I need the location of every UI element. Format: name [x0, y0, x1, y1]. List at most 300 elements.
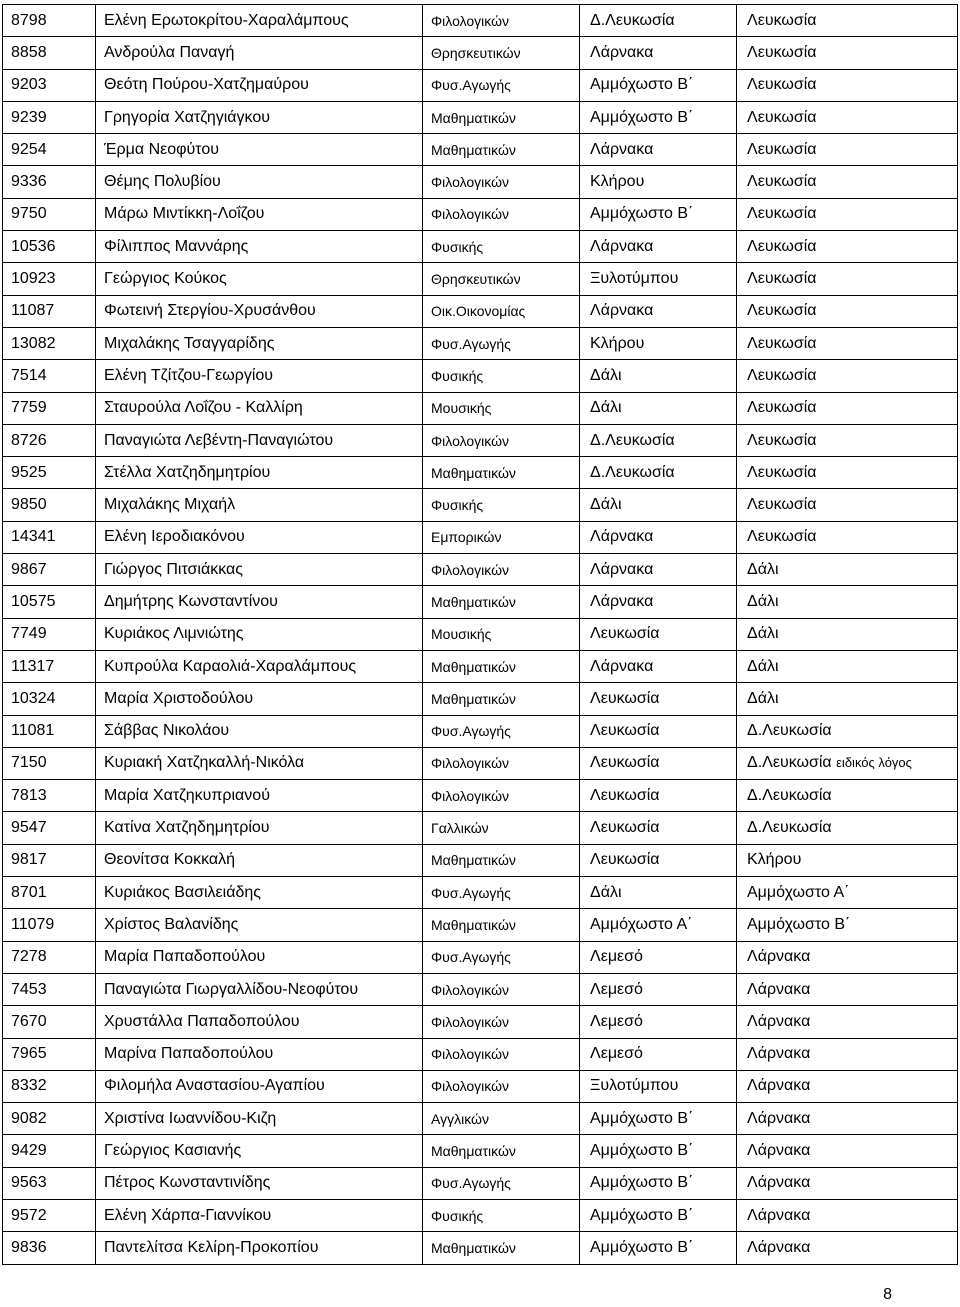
teacher-name-cell — [96, 812, 423, 844]
teacher-code-text: 8798 — [11, 11, 47, 29]
teacher-code-cell — [3, 198, 96, 230]
from-district-cell — [580, 392, 737, 424]
to-district-text: Λευκωσία — [747, 237, 817, 255]
teacher-name-cell — [96, 1006, 423, 1038]
from-district-cell — [580, 263, 737, 295]
from-district-cell — [580, 877, 737, 909]
teacher-name-cell — [96, 295, 423, 327]
teacher-code-cell — [3, 101, 96, 133]
from-district-cell — [580, 5, 737, 37]
teacher-name-cell — [96, 1167, 423, 1199]
to-district-text: Λάρνακα — [747, 980, 811, 998]
from-district-cell — [580, 360, 737, 392]
teacher-code-text: 9525 — [11, 463, 47, 481]
teacher-code-text: 7453 — [11, 980, 47, 998]
from-district-cell — [580, 1135, 737, 1167]
table-row — [3, 1103, 958, 1135]
to-district-cell — [737, 780, 958, 812]
teacher-code-text: 11317 — [11, 657, 55, 675]
teacher-code-cell — [3, 360, 96, 392]
to-district-text: Λευκωσία — [747, 334, 817, 352]
table-row — [3, 37, 958, 69]
teacher-code-cell — [3, 747, 96, 779]
teacher-code-cell — [3, 650, 96, 682]
teacher-code-cell — [3, 231, 96, 263]
teacher-code-cell — [3, 134, 96, 166]
teacher-name-cell — [96, 69, 423, 101]
to-district-text: Λευκωσία — [747, 399, 817, 417]
table-row — [3, 1038, 958, 1070]
teacher-code-text: 11087 — [11, 302, 55, 320]
teacher-code-text: 7749 — [11, 625, 47, 643]
to-district-text: Λευκωσία — [747, 43, 817, 61]
to-district-text: Λάρνακα — [747, 1142, 811, 1160]
specialty-text: Μαθηματικών — [431, 464, 516, 481]
specialty-text: Φυσικής — [431, 238, 484, 255]
from-district-text: Αμμόχωστο Β΄ — [590, 76, 694, 94]
teacher-name-text: Γεώργιος Κασιανής — [104, 1142, 242, 1160]
to-district-text: Δάλι — [747, 689, 779, 707]
from-district-cell — [580, 1070, 737, 1102]
teacher-code-cell — [3, 1135, 96, 1167]
from-district-text: Λάρνακα — [590, 592, 654, 610]
from-district-cell — [580, 780, 737, 812]
to-district-cell — [737, 941, 958, 973]
table-row — [3, 1199, 958, 1231]
teacher-name-cell — [96, 877, 423, 909]
to-district-text: Δάλι — [747, 625, 779, 643]
teacher-code-cell — [3, 586, 96, 618]
from-district-cell — [580, 457, 737, 489]
specialty-text: Μαθηματικών — [431, 916, 516, 933]
to-district-text: Λάρνακα — [747, 1012, 811, 1030]
specialty-cell — [423, 231, 580, 263]
teacher-name-cell — [96, 973, 423, 1005]
from-district-cell — [580, 586, 737, 618]
teacher-code-cell — [3, 1103, 96, 1135]
specialty-cell — [423, 489, 580, 521]
to-district-text: Λάρνακα — [747, 1174, 811, 1192]
specialty-cell — [423, 101, 580, 133]
to-district-cell — [737, 166, 958, 198]
teacher-name-cell — [96, 554, 423, 586]
to-district-text: Λάρνακα — [747, 1077, 811, 1095]
teacher-name-cell — [96, 1038, 423, 1070]
teacher-code-cell — [3, 392, 96, 424]
teacher-name-cell — [96, 844, 423, 876]
table-row — [3, 715, 958, 747]
table-row — [3, 360, 958, 392]
from-district-cell — [580, 521, 737, 553]
specialty-cell — [423, 1135, 580, 1167]
to-district-text: Λευκωσία — [747, 140, 817, 158]
from-district-cell — [580, 1006, 737, 1038]
from-district-cell — [580, 37, 737, 69]
table-row — [3, 554, 958, 586]
from-district-cell — [580, 1038, 737, 1070]
table-row — [3, 780, 958, 812]
teacher-code-text: 9082 — [11, 1109, 47, 1127]
specialty-cell — [423, 554, 580, 586]
from-district-text: Αμμόχωστο Β΄ — [590, 1206, 694, 1224]
specialty-text: Μαθηματικών — [431, 109, 516, 126]
to-district-cell — [737, 844, 958, 876]
page-number: 8 — [883, 1286, 892, 1303]
teacher-name-text: Φωτεινή Στεργίου-Χρυσάνθου — [104, 302, 316, 320]
teacher-code-cell — [3, 812, 96, 844]
from-district-text: Δάλι — [590, 496, 622, 514]
to-district-cell — [737, 1070, 958, 1102]
teacher-code-cell — [3, 683, 96, 715]
from-district-text: Ξυλοτύμπου — [590, 270, 679, 288]
teacher-code-text: 8701 — [11, 883, 47, 901]
to-district-cell — [737, 1167, 958, 1199]
teacher-code-cell — [3, 424, 96, 456]
teacher-code-text: 9239 — [11, 108, 47, 126]
teacher-name-cell — [96, 683, 423, 715]
teacher-name-cell — [96, 231, 423, 263]
teacher-name-text: Μαρία Παπαδοπούλου — [104, 948, 266, 966]
table-row — [3, 844, 958, 876]
to-district-text: Κλήρου — [747, 851, 802, 869]
teacher-name-text: Θέμης Πολυβίου — [104, 173, 221, 191]
specialty-cell — [423, 747, 580, 779]
to-district-cell — [737, 134, 958, 166]
specialty-text: Μαθηματικών — [431, 658, 516, 675]
from-district-cell — [580, 166, 737, 198]
specialty-cell — [423, 1199, 580, 1231]
specialty-cell — [423, 973, 580, 1005]
specialty-text: Φυσικής — [431, 497, 484, 514]
to-district-cell — [737, 424, 958, 456]
from-district-text: Λάρνακα — [590, 237, 654, 255]
to-district-cell — [737, 1006, 958, 1038]
to-district-cell — [737, 1038, 958, 1070]
from-district-text: Αμμόχωστο Β΄ — [590, 1109, 694, 1127]
table-row — [3, 263, 958, 295]
specialty-cell — [423, 909, 580, 941]
teacher-code-text: 10575 — [11, 592, 56, 610]
teacher-code-text: 9572 — [11, 1206, 47, 1224]
from-district-text: Λευκωσία — [590, 754, 660, 772]
teacher-name-text: Μιχαλάκης Τσαγγαρίδης — [104, 334, 275, 352]
teacher-code-cell — [3, 489, 96, 521]
teacher-name-cell — [96, 166, 423, 198]
teacher-code-cell — [3, 844, 96, 876]
specialty-cell — [423, 941, 580, 973]
to-district-cell — [737, 877, 958, 909]
to-district-cell — [737, 37, 958, 69]
teacher-code-cell — [3, 263, 96, 295]
teacher-name-cell — [96, 134, 423, 166]
teacher-name-cell — [96, 263, 423, 295]
from-district-cell — [580, 941, 737, 973]
from-district-cell — [580, 198, 737, 230]
to-district-cell — [737, 327, 958, 359]
specialty-cell — [423, 1167, 580, 1199]
teacher-name-text: Κυριάκος Λιμνιώτης — [104, 625, 244, 643]
specialty-text: Φιλολογικών — [431, 787, 510, 804]
to-district-text: Λευκωσία — [747, 302, 817, 320]
to-district-cell — [737, 5, 958, 37]
teacher-name-text: Πέτρος Κωνσταντινίδης — [104, 1174, 271, 1192]
from-district-text: Λάρνακα — [590, 302, 654, 320]
teacher-name-text: Στέλλα Χατζηδημητρίου — [104, 463, 271, 481]
specialty-text: Μουσικής — [431, 400, 492, 417]
from-district-cell — [580, 327, 737, 359]
to-district-text: Δ.Λευκωσία — [747, 754, 832, 772]
to-district-text: Δ.Λευκωσία — [747, 819, 832, 837]
from-district-text: Κλήρου — [590, 334, 645, 352]
teacher-name-cell — [96, 198, 423, 230]
specialty-cell — [423, 392, 580, 424]
specialty-cell — [423, 715, 580, 747]
from-district-text: Λεμεσό — [590, 948, 643, 966]
to-district-text: Λάρνακα — [747, 1206, 811, 1224]
table-row — [3, 424, 958, 456]
specialty-cell — [423, 424, 580, 456]
specialty-text: Αγγλικών — [431, 1110, 489, 1127]
to-district-cell — [737, 198, 958, 230]
specialty-cell — [423, 586, 580, 618]
teacher-name-cell — [96, 747, 423, 779]
transfers-table-body — [3, 5, 958, 1265]
from-district-cell — [580, 683, 737, 715]
to-district-cell — [737, 295, 958, 327]
specialty-text: Φυσ.Αγωγής — [431, 884, 511, 901]
teacher-code-cell — [3, 166, 96, 198]
teacher-code-text: 9203 — [11, 76, 47, 94]
from-district-text: Λευκωσία — [590, 786, 660, 804]
teacher-code-cell — [3, 973, 96, 1005]
teacher-name-text: Σταυρούλα Λοΐζου - Καλλίρη — [104, 399, 303, 417]
teacher-code-cell — [3, 327, 96, 359]
table-row — [3, 166, 958, 198]
from-district-text: Ξυλοτύμπου — [590, 1077, 679, 1095]
to-district-cell — [737, 263, 958, 295]
specialty-text: Φιλολογικών — [431, 174, 510, 191]
specialty-text: Φυσικής — [431, 1207, 484, 1224]
teacher-name-text: Ανδρούλα Παναγή — [104, 43, 235, 61]
specialty-text: Φυσ.Αγωγής — [431, 723, 511, 740]
table-row — [3, 5, 958, 37]
teacher-code-cell — [3, 5, 96, 37]
teacher-name-text: Ελένη Χάρπα-Γιαννίκου — [104, 1206, 272, 1224]
teacher-name-cell — [96, 457, 423, 489]
from-district-cell — [580, 973, 737, 1005]
specialty-cell — [423, 327, 580, 359]
table-row — [3, 618, 958, 650]
specialty-text: Μαθηματικών — [431, 852, 516, 869]
to-district-cell — [737, 554, 958, 586]
table-row — [3, 231, 958, 263]
table-row — [3, 1135, 958, 1167]
table-row — [3, 1232, 958, 1264]
teacher-name-cell — [96, 618, 423, 650]
teacher-code-text: 7670 — [11, 1012, 47, 1030]
teacher-code-cell — [3, 618, 96, 650]
specialty-text: Εμπορικών — [431, 529, 502, 546]
from-district-text: Λευκωσία — [590, 689, 660, 707]
to-district-text: Λευκωσία — [747, 366, 817, 384]
from-district-cell — [580, 69, 737, 101]
table-row — [3, 909, 958, 941]
teacher-code-text: 8858 — [11, 43, 47, 61]
from-district-cell — [580, 650, 737, 682]
from-district-text: Δάλι — [590, 366, 622, 384]
from-district-text: Λευκωσία — [590, 819, 660, 837]
specialty-text: Φυσ.Αγωγής — [431, 77, 511, 94]
transfers-table — [2, 4, 958, 1265]
specialty-text: Μαθηματικών — [431, 593, 516, 610]
teacher-name-cell — [96, 1135, 423, 1167]
teacher-name-cell — [96, 909, 423, 941]
from-district-text: Αμμόχωστο Β΄ — [590, 1142, 694, 1160]
from-district-text: Λάρνακα — [590, 43, 654, 61]
to-district-cell — [737, 457, 958, 489]
to-district-cell — [737, 69, 958, 101]
teacher-name-text: Κατίνα Χατζηδημητρίου — [104, 819, 270, 837]
table-row — [3, 650, 958, 682]
from-district-cell — [580, 295, 737, 327]
to-district-text: Λευκωσία — [747, 463, 817, 481]
to-district-cell — [737, 650, 958, 682]
teacher-name-text: Παντελίτσα Κελίρη-Προκοπίου — [104, 1238, 319, 1256]
teacher-name-text: Χρίστος Βαλανίδης — [104, 915, 239, 933]
to-district-text: Λευκωσία — [747, 205, 817, 223]
teacher-code-text: 8332 — [11, 1077, 47, 1095]
from-district-text: Λάρνακα — [590, 528, 654, 546]
to-district-text: Λευκωσία — [747, 270, 817, 288]
teacher-name-text: Μάρω Μιντίκκη-Λοΐζου — [104, 205, 265, 223]
from-district-cell — [580, 554, 737, 586]
to-district-cell — [737, 1232, 958, 1264]
from-district-text: Λάρνακα — [590, 657, 654, 675]
from-district-text: Αμμόχωστο Β΄ — [590, 108, 694, 126]
specialty-cell — [423, 1070, 580, 1102]
teacher-name-cell — [96, 715, 423, 747]
teacher-name-text: Μαρία Χριστοδούλου — [104, 689, 254, 707]
specialty-text: Φιλολογικών — [431, 561, 510, 578]
from-district-text: Λεμεσό — [590, 1012, 643, 1030]
from-district-text: Κλήρου — [590, 173, 645, 191]
specialty-text: Μαθηματικών — [431, 690, 516, 707]
to-district-text: Λάρνακα — [747, 1109, 811, 1127]
teacher-code-text: 7759 — [11, 399, 47, 417]
specialty-text: Φιλολογικών — [431, 432, 510, 449]
table-row — [3, 973, 958, 1005]
specialty-cell — [423, 1232, 580, 1264]
specialty-cell — [423, 457, 580, 489]
to-district-cell — [737, 392, 958, 424]
teacher-code-cell — [3, 69, 96, 101]
teacher-code-cell — [3, 715, 96, 747]
to-district-cell — [737, 360, 958, 392]
specialty-text: Γαλλικών — [431, 820, 489, 837]
table-row — [3, 295, 958, 327]
teacher-code-text: 11081 — [11, 722, 55, 740]
to-district-text: Λάρνακα — [747, 948, 811, 966]
specialty-cell — [423, 5, 580, 37]
table-row — [3, 457, 958, 489]
table-row — [3, 812, 958, 844]
to-district-cell — [737, 683, 958, 715]
teacher-code-cell — [3, 554, 96, 586]
to-district-text: Λευκωσία — [747, 108, 817, 126]
from-district-text: Δάλι — [590, 883, 622, 901]
from-district-text: Αμμόχωστο Β΄ — [590, 1238, 694, 1256]
to-district-cell — [737, 747, 958, 779]
specialty-cell — [423, 166, 580, 198]
teacher-code-text: 9867 — [11, 560, 47, 578]
from-district-cell — [580, 1167, 737, 1199]
to-district-text: Λευκωσία — [747, 431, 817, 449]
from-district-text: Δ.Λευκωσία — [590, 431, 675, 449]
to-district-text: Λευκωσία — [747, 496, 817, 514]
specialty-text: Οικ.Οικονομίας — [431, 303, 526, 320]
teacher-code-cell — [3, 1232, 96, 1264]
teacher-name-text: Ελένη Τζίτζου-Γεωργίου — [104, 366, 274, 384]
teacher-name-cell — [96, 586, 423, 618]
table-row — [3, 747, 958, 779]
teacher-code-cell — [3, 37, 96, 69]
teacher-name-text: Κυπρούλα Καραολιά-Χαραλάμπους — [104, 657, 357, 675]
teacher-code-text: 10324 — [11, 689, 56, 707]
to-district-cell — [737, 521, 958, 553]
specialty-cell — [423, 198, 580, 230]
teacher-code-text: 10536 — [11, 237, 56, 255]
teacher-name-cell — [96, 1103, 423, 1135]
teacher-code-text: 9429 — [11, 1142, 47, 1160]
from-district-cell — [580, 747, 737, 779]
from-district-cell — [580, 618, 737, 650]
specialty-text: Φιλολογικών — [431, 981, 510, 998]
teacher-name-text: Μαρίνα Παπαδοπούλου — [104, 1045, 274, 1063]
to-district-cell — [737, 1103, 958, 1135]
table-row — [3, 489, 958, 521]
teacher-code-cell — [3, 780, 96, 812]
teacher-name-text: Ελένη Ερωτοκρίτου-Χαραλάμπους — [104, 11, 349, 29]
from-district-cell — [580, 231, 737, 263]
teacher-name-text: Κυριάκος Βασιλειάδης — [104, 883, 261, 901]
table-row — [3, 877, 958, 909]
table-row — [3, 683, 958, 715]
specialty-cell — [423, 812, 580, 844]
from-district-cell — [580, 1103, 737, 1135]
teacher-name-cell — [96, 37, 423, 69]
specialty-cell — [423, 263, 580, 295]
teacher-name-text: Μαρία Χατζηκυπριανού — [104, 786, 270, 804]
from-district-cell — [580, 424, 737, 456]
to-district-cell — [737, 618, 958, 650]
to-district-text: Λευκωσία — [747, 76, 817, 94]
to-district-text: Δάλι — [747, 560, 779, 578]
specialty-cell — [423, 360, 580, 392]
teacher-name-cell — [96, 327, 423, 359]
teacher-code-text: 9336 — [11, 173, 47, 191]
specialty-text: Μαθηματικών — [431, 1239, 516, 1256]
from-district-cell — [580, 812, 737, 844]
table-row — [3, 392, 958, 424]
to-district-text: Λευκωσία — [747, 11, 817, 29]
specialty-text: Φιλολογικών — [431, 12, 510, 29]
from-district-text: Αμμόχωστο Β΄ — [590, 1174, 694, 1192]
specialty-text: Φυσ.Αγωγής — [431, 949, 511, 966]
to-district-cell — [737, 586, 958, 618]
specialty-text: Φιλολογικών — [431, 1046, 510, 1063]
to-district-cell — [737, 1199, 958, 1231]
to-district-text: Δ.Λευκωσία — [747, 786, 832, 804]
